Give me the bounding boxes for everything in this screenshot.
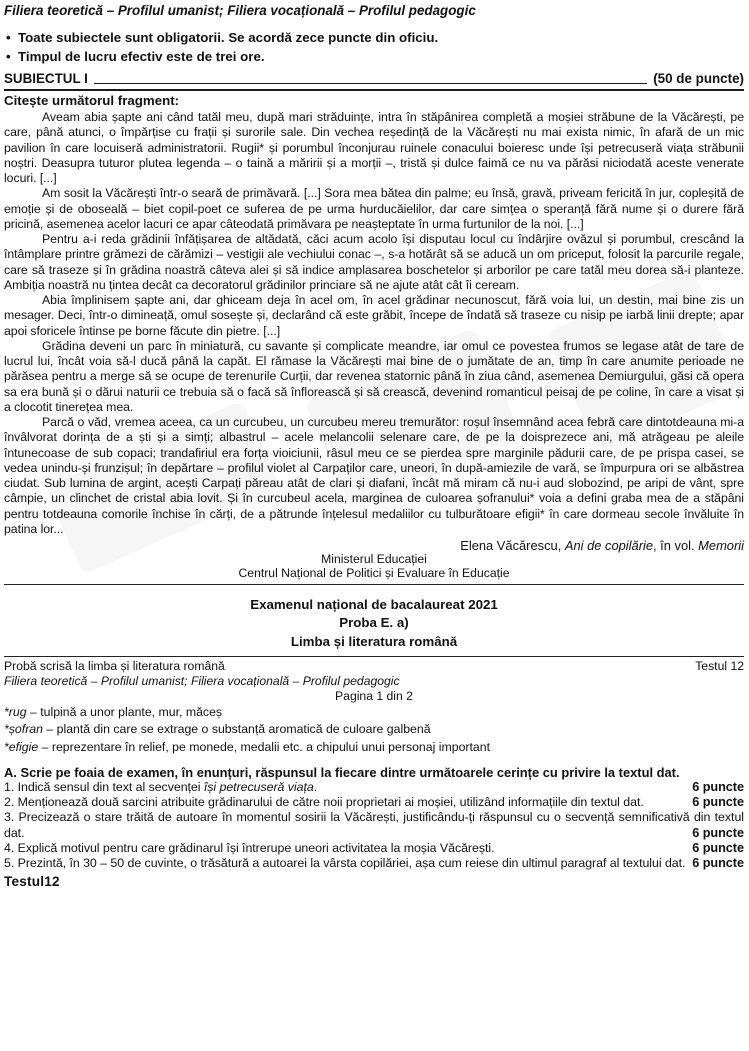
instruction-item: • Toate subiectele sunt obligatorii. Se acordă zece puncte din oficiu. <box>4 28 744 47</box>
points-label: 6 puncte <box>686 826 744 841</box>
question-number: 2. <box>4 795 15 810</box>
fragment-paragraph: Pentru a-i reda grădinii înfățișarea de altădată, căci acum acolo își disputau locul cu îndârjire ovăzul și porumbul, crescând la întâmplare printre grămezi de cărămizi – vestigii ale vechiului conac –, s-a hotărât să se aducă un om priceput, folosit la parcurile regale, care să traseze și în grădina noastră câteva alei și să indice amplasarea boschetelor și arborilor pe care tatăl meu dorea să-i planteze. Ambiția noastră nu țintea decât ca decoratorul grădinilor princiare să ne ajute atât cât îi ceream. <box>4 232 744 292</box>
question-number: 3. <box>4 810 15 825</box>
question-text-end: . <box>313 779 318 794</box>
points-label: 6 puncte <box>686 780 744 795</box>
subject-points: (50 de puncte) <box>653 71 744 86</box>
subject-underline <box>94 83 647 84</box>
question-number: 4. <box>4 840 15 855</box>
question-list <box>4 780 744 872</box>
question-text: Indică sensul din text al secvenței <box>14 779 204 794</box>
footnotes <box>4 704 744 756</box>
center-line: Centrul Național de Politici și Evaluare în Educație <box>238 565 510 580</box>
work-title: Ani de copilărie <box>564 538 654 553</box>
question-text: Precizează o stare trăită de autoare în momentul sosirii la Văcărești, justificându-ți răspunsul cu o secvență semnificativă din textul dat. <box>4 810 744 840</box>
footer-test-label: Testul12 <box>4 874 60 890</box>
question-text: Prezintă, în 30 – 50 de cuvinte, o trăsătură a autoarei la vârsta copilăriei, așa cum reiese din ultimul paragraf al textului dat. <box>14 856 686 871</box>
instruction-item: • Timpul de lucru efectiv este de trei ore. <box>4 47 744 66</box>
question-3 <box>4 810 744 841</box>
filiera-title: Filiera teoretică – Profilul umanist; Filiera vocațională – Profilul pedagogic <box>4 3 476 18</box>
footnote-definition: – reprezentare în relief, pe monede, medalii etc. a chipului unui personaj important <box>38 739 491 754</box>
instructions-list <box>4 28 744 66</box>
exam-subject: Limba și literatura română <box>290 633 458 649</box>
footnote <box>4 739 744 756</box>
source-attribution <box>4 538 744 553</box>
footnote-term: *rug <box>4 705 27 720</box>
page-number: Pagina 1 din 2 <box>335 688 413 703</box>
points-label: 6 puncte <box>686 795 744 810</box>
question-text: Explică motivul pentru care grădinarul își întrerupe uneori activitatea la moșia Văcărești. <box>14 840 495 855</box>
question-1 <box>4 780 744 795</box>
points-label: 6 puncte <box>686 841 744 856</box>
fragment-paragraph: Aveam abia șapte ani când tatăl meu, după mari străduințe, intra în stăpânirea completă a moșiei străbune de la Văcărești, pe care, până atunci, o împărțise cu frații și surorile sale. Din vechea reședință de la Văcărești nu mai exista nimic, în afară de un mic pavilion în care locuiseră administratorii. Rugii* și porumbul înconjurau ruinele conacului boieresc unde își petrecuseră viața străbunii noștri. Deasupra tuturor plutea legenda – o taină a măririi și a morții –, tristă și dulce faimă ce nu va părăsi niciodată aceste venerate locuri. [...] <box>4 110 744 185</box>
footnote <box>4 721 744 738</box>
footnote-term: *șofran <box>4 722 43 737</box>
footnote <box>4 704 744 721</box>
question-number: 5. <box>4 856 15 871</box>
question-5 <box>4 856 744 871</box>
fragment-paragraph: Parcă o văd, vremea aceea, ca un curcubeu, un curcubeu mereu tremurător: roșul însemnând acea febră care dintotdeauna mi-a învâlvorat dorința de a ști și a simți; albastrul – acele melancolii selenare care, de pe la doisprezece ani, mă atrăgeau pe aleile întunecoase de sub copaci; trandafiriul era forța vioiciunii, râsul meu ce se pierdea spre marginile pădurii care, de pe prispa casei, se vedea unindu-și frunzișul; în depărtare – profilul violet al Carpaților care, uneori, în după-amiezile de vară, se împurpura ori se albăstrea ciudat. Sub lumina de argint, acești Carpați păreau atât de clari și diafani, încât mă miram că nu-i aud slobozind, pe aripi de vânt, spre câmpie, un clinchet de cristal abia lovit. Și în curcubeul acela, marginea de culoarea șofranului* voia a defini graba mea de a stăpâni pentru totdeauna comorile închise în cărți, de a pătrunde înțelesul medaliilor cu tulburătoare efigii* în care dormeau secole învăluite în patina lor... <box>4 415 744 536</box>
meta-filiera: Filiera teoretică – Profilul umanist; Filiera vocațională – Profilul pedagogic <box>4 674 400 689</box>
test-number: Testul 12 <box>695 659 744 674</box>
exam-title: Examenul național de bacalaureat 2021 <box>250 596 498 612</box>
read-prompt: Citește următorul fragment: <box>4 93 180 108</box>
attribution-mid: , în vol. <box>653 538 699 553</box>
exam-title-block <box>4 596 744 652</box>
question-4 <box>4 841 744 856</box>
footnote-term: *efigie <box>4 739 39 754</box>
meta-row <box>4 659 744 674</box>
points-label: 6 puncte <box>686 856 744 871</box>
exam-proba: Proba E. a) <box>339 615 409 631</box>
volume-title: Memorii <box>698 538 744 553</box>
written-test-label: Probă scrisă la limba și literatura română <box>4 659 225 674</box>
section-a-heading: A. Scrie pe foaia de examen, în enunțuri, răspunsul la fiecare dintre următoarele cerințe cu privire la textul dat. <box>4 764 680 780</box>
question-text: Menționează două sarcini atribuite grădinarului de către noii proprietari ai moșiei, utilizând informațiile din textul dat. <box>14 795 644 810</box>
footnote-definition: – plantă din care se extrage o substanță aromatică de culoare galbenă <box>42 722 431 737</box>
fragment-paragraph: Am sosit la Văcărești într-o seară de primăvară. [...] Sora mea bătea din palme; eu însă, gravă, priveam fericită în jur, copleșită de emoție și de oboseală – biet copil-poet ce suferea de pe urma hurducăielilor, dar care simțea o speranță fără nume și o durere fără pricină, asemenea acelor lacuri ce apar câteodată primăvara pe neașteptate în urma furtunilor de la noi. [...] <box>4 186 744 231</box>
fragment-paragraph: Abia împlinisem șapte ani, dar ghiceam deja în acel om, în acel grădinar necunoscut, fără voia lui, un destin, mai bine zis un mesager. Deci, într-o dimineață, omul sosește și, declarând că este grăbit, începe de îndată să traseze cu nisip pe iarbă linii drepte; apar apoi sforicele întinse pe borne făcute din pietre. [...] <box>4 293 744 338</box>
divider <box>4 584 744 585</box>
question-number: 1. <box>4 779 15 794</box>
quoted-sequence: își petrecuseră viața <box>203 779 314 794</box>
author-name: Elena Văcărescu, <box>460 538 565 553</box>
question-2 <box>4 795 744 810</box>
divider <box>4 656 744 657</box>
fragment-paragraph: Grădina deveni un parc în miniatură, cu savante și complicate meandre, iar omul ce povestea frumos se legase atât de tare de lucrul lui, încât voia să-l ducă până la capăt. El rămase la Văcărești mai bine de o jumătate de an, timp în care anumite perioade ne părăsea pentru a merge să se ocupe de terenurile Curții, dar revenea statornic până în ziua când, asemenea Demiurgului, găsi că opera sa era bună și o dărui naturii ce trebuia să o facă să înflorească și să crească, devenind romanticul peisaj de pe coline, în care a visat și a clocotit tinerețea mea. <box>4 338 744 414</box>
footnote-definition: – tulpină a unor plante, mur, măceș <box>26 705 223 720</box>
literary-fragment <box>4 110 744 537</box>
subject-header <box>4 71 744 91</box>
subject-label: SUBIECTUL I <box>4 71 88 86</box>
ministry-line: Ministerul Educației <box>321 552 427 566</box>
